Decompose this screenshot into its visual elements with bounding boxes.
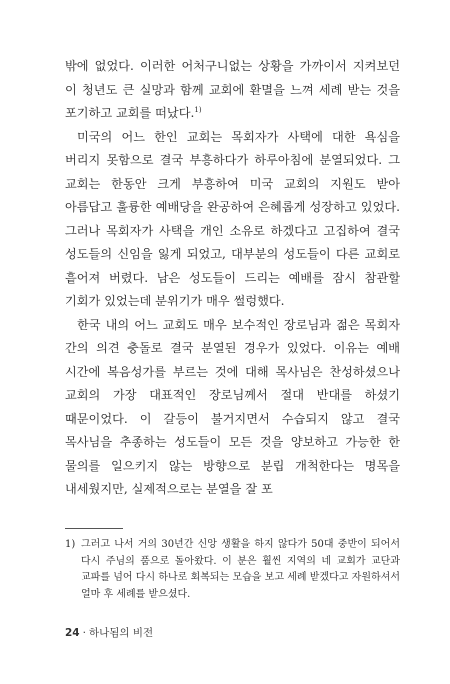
- page-footer: [65, 625, 153, 640]
- footnote-divider: [65, 528, 123, 529]
- book-title: 하나됨의 비전: [88, 627, 154, 639]
- body-text: [65, 55, 400, 502]
- paragraph-continued: [65, 55, 400, 126]
- paragraph-text: 밖에 없었다. 이러한 어처구니없는 상황을 가까이서 지켜보던 이 청년도 큰 실망과 함께 교회에 환멸을 느껴 세례 받는 것을 포기하고 교회를 떠났다.: [65, 59, 400, 120]
- paragraph: 미국의 어느 한인 교회는 목회자가 사택에 대한 욕심을 버리지 못함으로 결국 부흥하다가 하루아침에 분열되었다. 그 교회는 한동안 크게 부흥하여 미국 교회의 지원도 받아 아름답고 훌륭한 예배당을 완공하여 은혜롭게 성장하고 있었다. 그러나 목회자가 사택을 개인 소유로 하겠다고 고집하여 결국 성도들의 신임을 잃게 되었고, 대부분의 성도들이 다른 교회로 흩어져 버렸다. 남은 성도들이 드리는 예배를 잠시 참관할 기회가 있었는데 분위기가 매우 썰렁했다.: [65, 129, 400, 308]
- footnote: [65, 537, 400, 603]
- footer-separator: ·: [82, 627, 86, 639]
- footnote-text: 그러고 나서 거의 30년간 신앙 생활을 하지 않다가 50대 중반이 되어서 다시 주님의 품으로 돌아왔다. 이 분은 훨씬 지역의 네 교회가 교단과 교파를 넘어 다시 하나로 회복되는 모습을 보고 세례 받겠다고 자원하셔서 얼마 후 세례를 받으셨다.: [81, 539, 400, 600]
- footnote-reference: 1): [194, 106, 202, 114]
- page-number: 24: [65, 627, 80, 639]
- paragraph: 한국 내의 어느 교회도 매우 보수적인 장로님과 젊은 목회자 간의 의견 충돌로 결국 분열된 경우가 있었다. 이유는 예배 시간에 복음성가를 부르는 것에 대해 목사님은 찬성하셨으나 교회의 가장 대표적인 장로님께서 절대 반대를 하셨기 때문이었다. 이 갈등이 불거지면서 수습되지 않고 결국 목사님을 추종하는 성도들이 모든 것을 양보하고 가능한 한 물의를 일으키지 않는 방향으로 분립 개척한다는 명목을 내세웠지만, 실제적으로는 분열을 잘 포: [65, 317, 400, 496]
- footnote-number: 1): [65, 539, 76, 550]
